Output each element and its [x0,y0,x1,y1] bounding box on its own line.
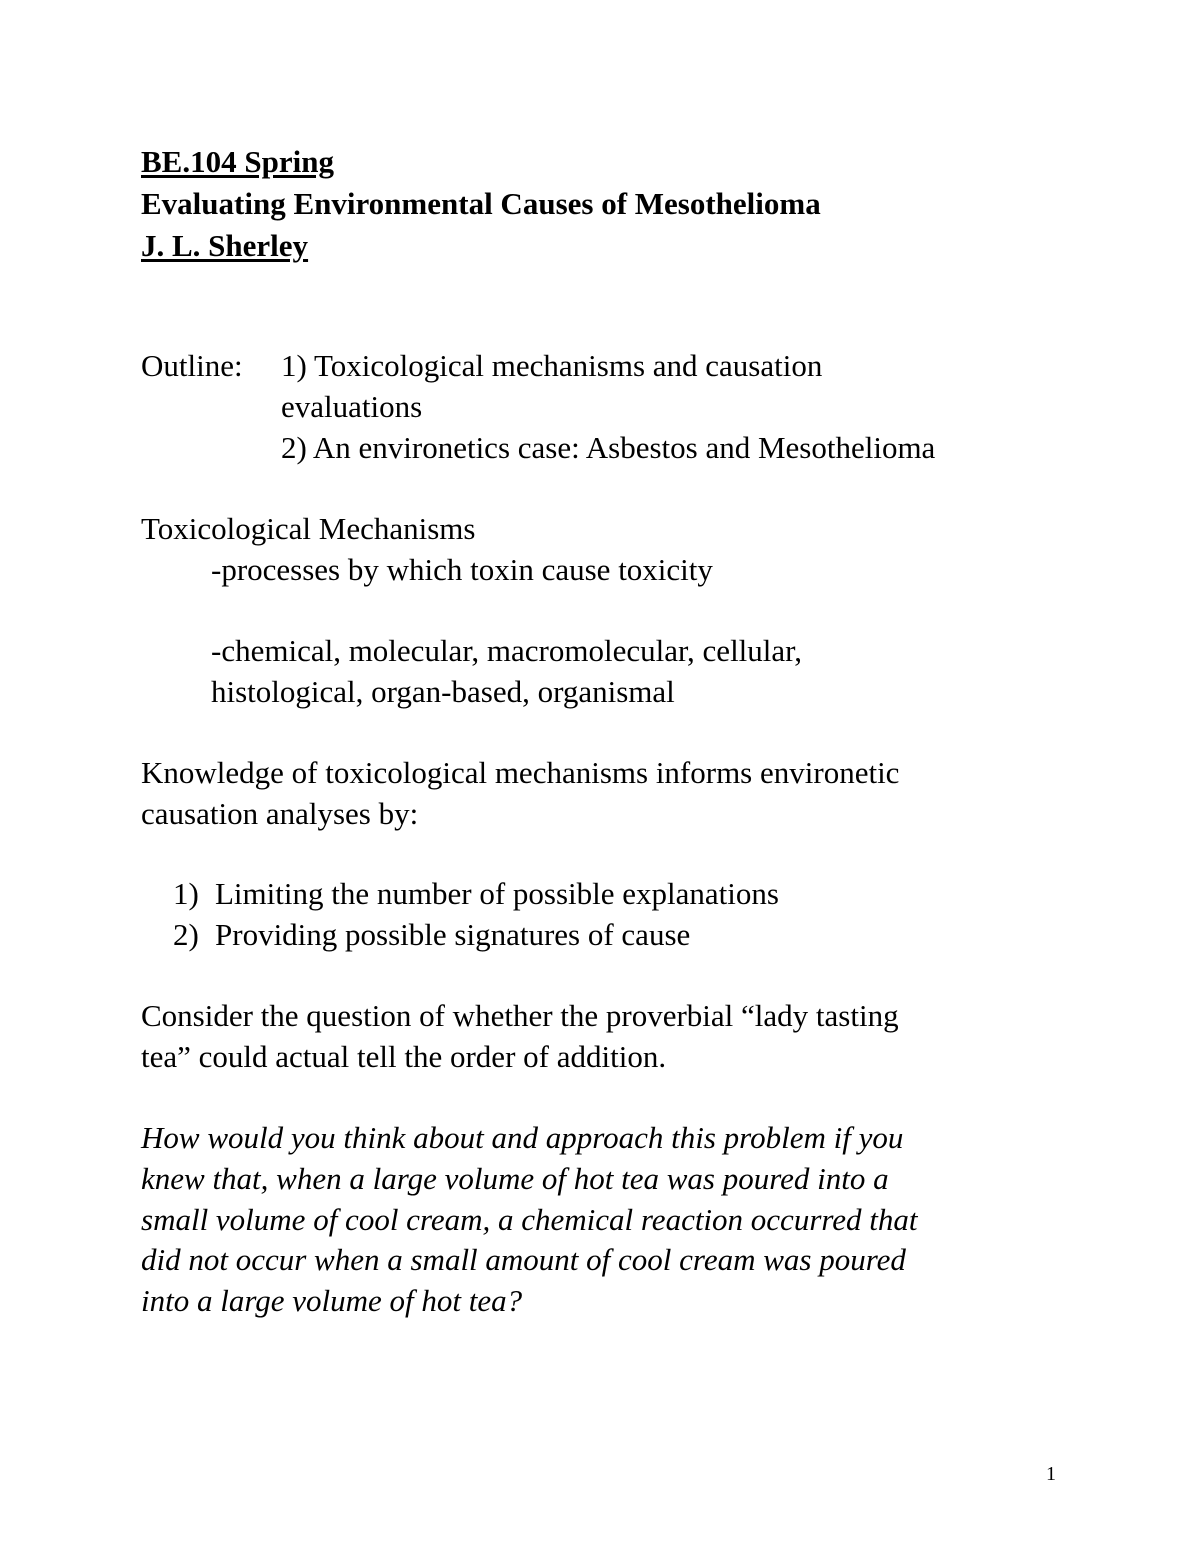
outline-item-2: 2) An environetics case: Asbestos and Mesothelioma [281,430,936,465]
outline-item-1-continued: evaluations [281,389,423,424]
question-line-2: knew that, when a large volume of hot tea was poured into a [141,1161,889,1196]
mechanisms-point-2: -chemical, molecular, macromolecular, cellular, [211,633,802,668]
question-line-1: How would you think about and approach this problem if you [141,1120,904,1155]
knowledge-line-1: Knowledge of toxicological mechanisms informs environetic [141,755,900,790]
mechanisms-point-1: -processes by which toxin cause toxicity [211,552,713,587]
list-item-1: Limiting the number of possible explanations [215,876,779,911]
outline-label: Outline: [141,348,243,383]
question-line-5: into a large volume of hot tea? [141,1283,523,1318]
question-line-4: did not occur when a small amount of cool cream was poured [141,1242,906,1277]
document-title: Evaluating Environmental Causes of Mesothelioma [141,186,821,221]
mechanisms-point-2-continued: histological, organ-based, organismal [211,674,675,709]
author-name: J. L. Sherley [141,228,309,263]
question-line-3: small volume of cool cream, a chemical reaction occurred that [141,1202,918,1237]
course-title: BE.104 Spring [141,144,334,179]
consider-line-1: Consider the question of whether the proverbial “lady tasting [141,998,899,1033]
outline-item-1: 1) Toxicological mechanisms and causation [281,348,823,383]
list-number-1: 1) [173,876,199,911]
mechanisms-heading: Toxicological Mechanisms [141,511,476,546]
list-number-2: 2) [173,917,199,952]
page-number: 1 [1046,1463,1056,1485]
consider-line-2: tea” could actual tell the order of addition. [141,1039,667,1074]
knowledge-line-2: causation analyses by: [141,796,419,831]
list-item-2: Providing possible signatures of cause [215,917,691,952]
